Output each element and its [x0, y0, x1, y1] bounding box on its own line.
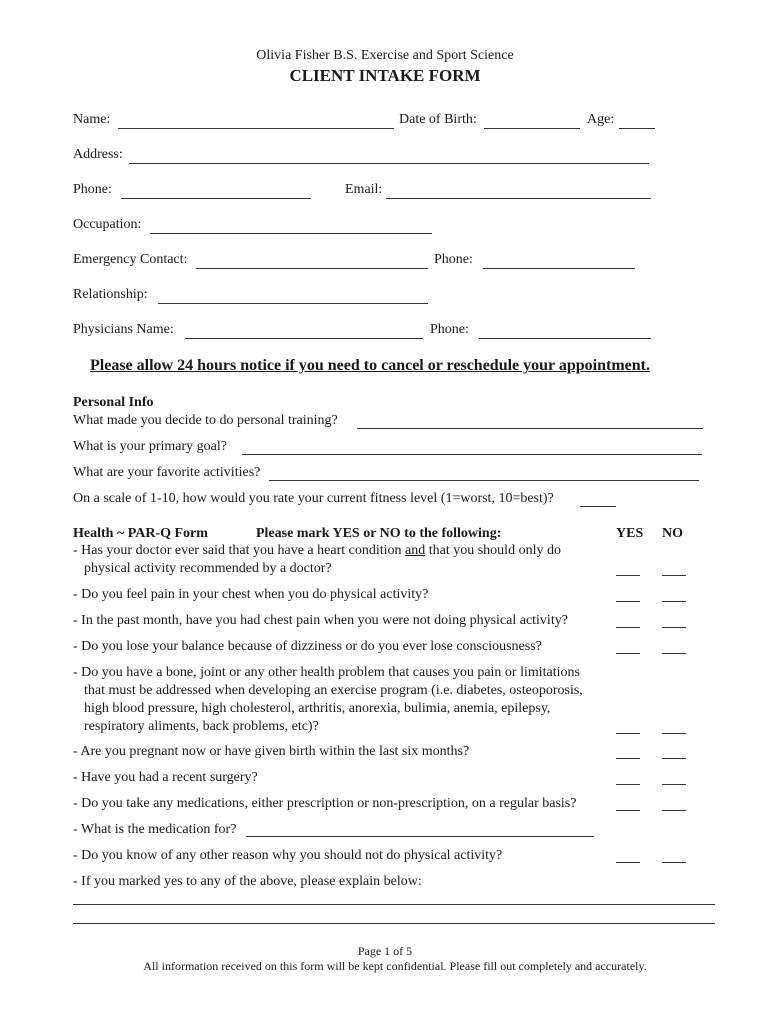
emergency-contact-label: Emergency Contact:: [73, 252, 188, 267]
other-reason-yes-blank[interactable]: [616, 862, 640, 863]
explain-field-line-1[interactable]: [73, 904, 715, 905]
favorite-activities-field[interactable]: [269, 480, 699, 481]
address-field[interactable]: [129, 163, 649, 164]
dob-label: Date of Birth:: [399, 112, 477, 127]
primary-goal-field[interactable]: [242, 454, 702, 455]
bone-joint-no-blank[interactable]: [662, 733, 686, 734]
chest-pain-no-blank[interactable]: [662, 601, 686, 602]
parq-question-heart-cont: physical activity recommended by a doctor?: [84, 561, 332, 576]
parq-question-bone-joint: - Do you have a bone, joint or any other health problem that causes you pain or limitations: [73, 665, 580, 680]
medication-purpose-field[interactable]: [246, 836, 594, 837]
relationship-label: Relationship:: [73, 287, 148, 302]
pregnant-yes-blank[interactable]: [616, 758, 640, 759]
question-training-reason: What made you decide to do personal training?: [73, 413, 338, 428]
relationship-field[interactable]: [158, 303, 428, 304]
parq-question-bone-joint-cont2: high blood pressure, high cholesterol, arthritis, anorexia, bulimia, anemia, epilepsy,: [84, 701, 551, 716]
emergency-phone-field[interactable]: [483, 268, 635, 269]
physician-field[interactable]: [185, 338, 423, 339]
phone-field[interactable]: [121, 198, 311, 199]
physician-phone-field[interactable]: [479, 338, 651, 339]
heart-no-blank[interactable]: [662, 575, 686, 576]
fitness-level-field[interactable]: [580, 506, 616, 507]
phone-label: Phone:: [73, 182, 112, 197]
cancellation-notice: Please allow 24 hours notice if you need to cancel or reschedule your appointment.: [90, 357, 650, 374]
parq-question-balance: - Do you lose your balance because of dizziness or do you ever lose consciousness?: [73, 639, 542, 654]
medications-no-blank[interactable]: [662, 810, 686, 811]
parq-explain-prompt: - If you marked yes to any of the above, please explain below:: [73, 874, 422, 889]
balance-no-blank[interactable]: [662, 653, 686, 654]
occupation-field[interactable]: [150, 233, 432, 234]
chest-pain-rest-no-blank[interactable]: [662, 627, 686, 628]
emergency-contact-field[interactable]: [196, 268, 428, 269]
no-column-header: NO: [662, 526, 683, 541]
physician-label: Physicians Name:: [73, 322, 174, 337]
yes-column-header: YES: [616, 526, 644, 541]
dob-field[interactable]: [484, 128, 580, 129]
parq-question-chest-pain-rest: - In the past month, have you had chest pain when you were not doing physical activity?: [73, 613, 568, 628]
chest-pain-rest-yes-blank[interactable]: [616, 627, 640, 628]
form-title: CLIENT INTAKE FORM: [289, 66, 481, 85]
surgery-no-blank[interactable]: [662, 784, 686, 785]
heart-yes-blank[interactable]: [616, 575, 640, 576]
age-field[interactable]: [619, 128, 655, 129]
parq-heading: Health ~ PAR-Q Form: [73, 526, 208, 541]
parq-question-chest-pain: - Do you feel pain in your chest when you do physical activity?: [73, 587, 429, 602]
personal-info-heading: Personal Info: [73, 395, 154, 410]
confidentiality-note: All information received on this form will be kept confidential. Please fill out completely and accurately.: [143, 959, 647, 973]
page-number: Page 1 of 5: [357, 944, 413, 958]
question-fitness-level: On a scale of 1-10, how would you rate your current fitness level (1=worst, 10=best)?: [73, 491, 554, 506]
parq-question-bone-joint-cont1: that must be addressed when developing an exercise program (i.e. diabetes, osteoporosis,: [84, 683, 583, 698]
name-field[interactable]: [118, 128, 394, 129]
address-label: Address:: [73, 147, 123, 162]
question-primary-goal: What is your primary goal?: [73, 439, 227, 454]
emergency-phone-label: Phone:: [434, 252, 473, 267]
occupation-label: Occupation:: [73, 217, 142, 232]
explain-field-line-2[interactable]: [73, 923, 715, 924]
medications-yes-blank[interactable]: [616, 810, 640, 811]
surgery-yes-blank[interactable]: [616, 784, 640, 785]
question-favorite-activities: What are your favorite activities?: [73, 465, 261, 480]
pregnant-no-blank[interactable]: [662, 758, 686, 759]
other-reason-no-blank[interactable]: [662, 862, 686, 863]
balance-yes-blank[interactable]: [616, 653, 640, 654]
email-label: Email:: [345, 182, 383, 197]
parq-question-medication-purpose: - What is the medication for?: [73, 822, 237, 837]
parq-question-heart: - Has your doctor ever said that you have a heart condition and that you should only do: [73, 543, 561, 558]
parq-question-other-reason: - Do you know of any other reason why you should not do physical activity?: [73, 848, 503, 863]
training-reason-field[interactable]: [357, 428, 703, 429]
chest-pain-yes-blank[interactable]: [616, 601, 640, 602]
physician-phone-label: Phone:: [430, 322, 469, 337]
parq-question-surgery: - Have you had a recent surgery?: [73, 770, 258, 785]
bone-joint-yes-blank[interactable]: [616, 733, 640, 734]
age-label: Age:: [587, 112, 615, 127]
parq-question-pregnant: - Are you pregnant now or have given birth within the last six months?: [73, 744, 470, 759]
parq-question-medications: - Do you take any medications, either prescription or non-prescription, on a regular basis?: [73, 796, 577, 811]
form-subtitle: Olivia Fisher B.S. Exercise and Sport Science: [256, 48, 514, 63]
email-field[interactable]: [386, 198, 651, 199]
parq-instruction: Please mark YES or NO to the following:: [256, 526, 502, 541]
name-label: Name:: [73, 112, 111, 127]
parq-question-bone-joint-cont3: respiratory aliments, back problems, etc)?: [84, 719, 319, 734]
